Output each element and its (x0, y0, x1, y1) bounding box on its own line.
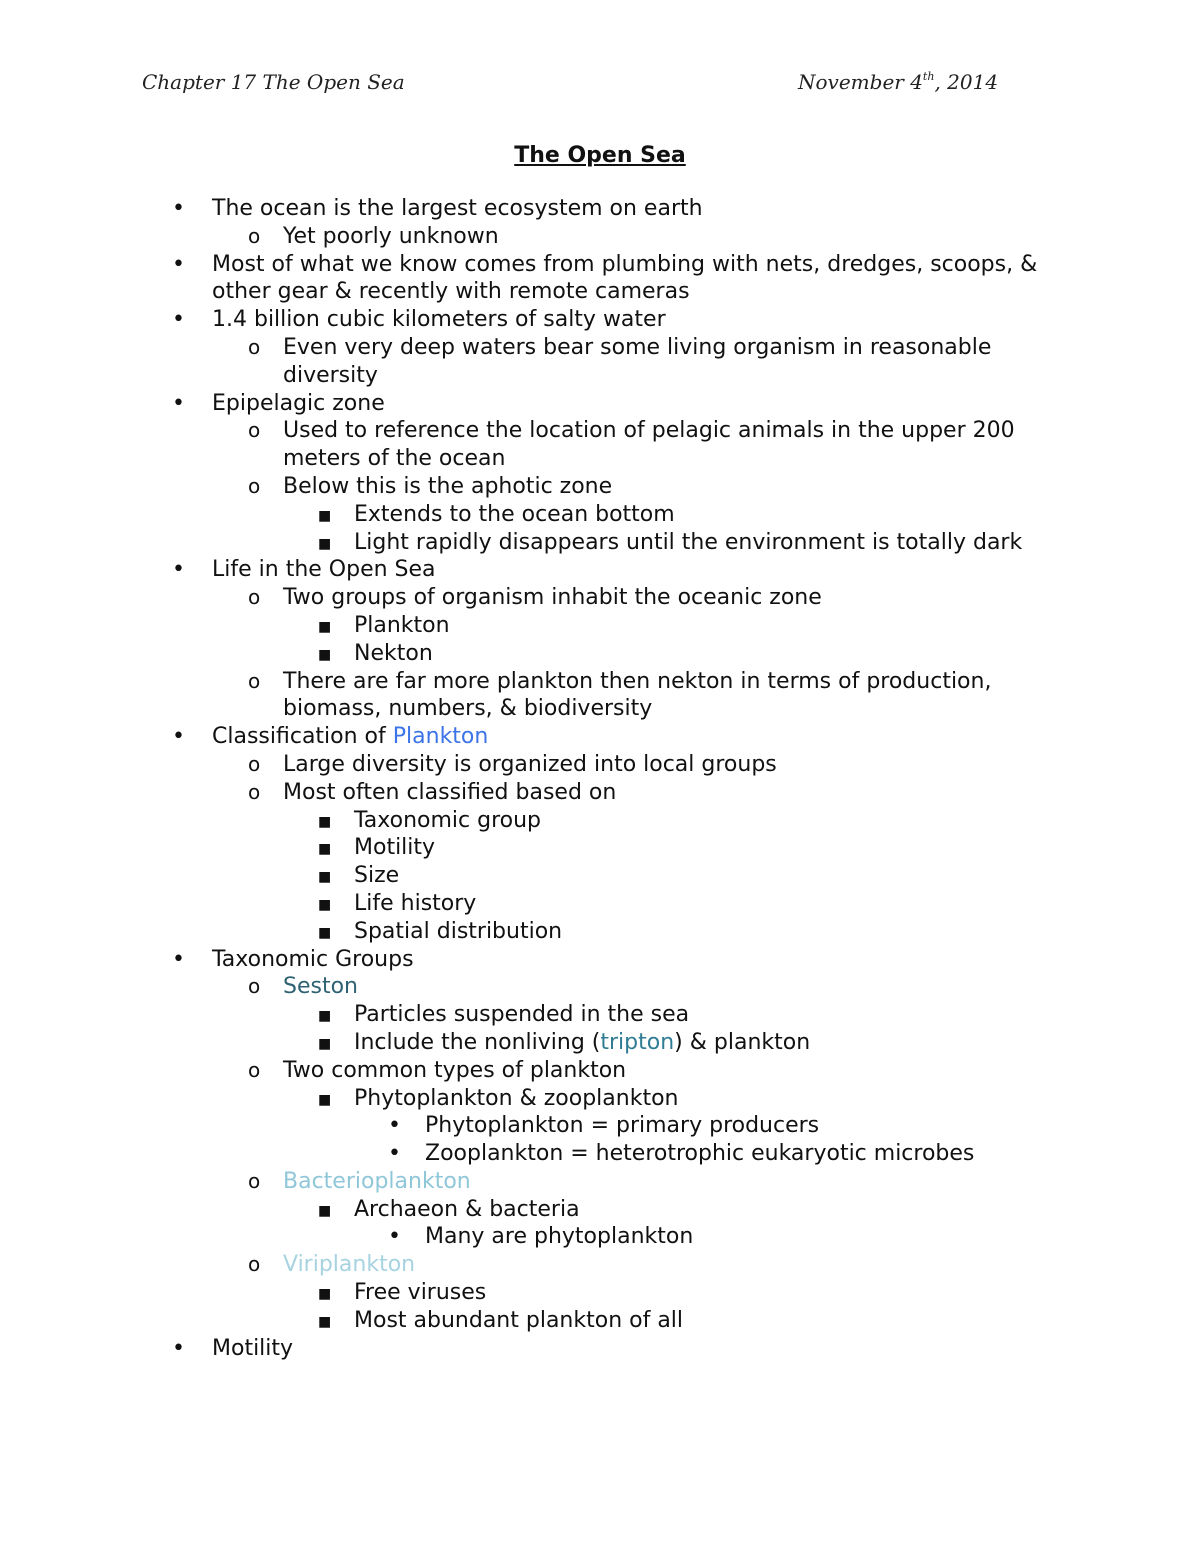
bullet-text: 1.4 billion cubic kilometers of salty water (212, 307, 666, 333)
seston-term: Seston (283, 974, 358, 1000)
bullet-item (0, 501, 1044, 529)
bullet-item (0, 668, 1043, 724)
bullet-marker: • (172, 1335, 185, 1361)
header-date-main: November 4 (798, 70, 923, 94)
bullet-item (0, 862, 1044, 890)
bullet-text: Life in the Open Sea (212, 557, 436, 583)
bullet-text: Particles suspended in the sea (354, 1002, 690, 1028)
bullet-text: Extends to the ocean bottom (354, 501, 675, 527)
bullet-marker: ■ (318, 535, 332, 552)
tripton-term: tripton (600, 1029, 675, 1055)
bullet-item (0, 251, 1042, 307)
bullet-marker: o (248, 779, 261, 804)
bullet-marker: ■ (318, 1035, 332, 1052)
bullet-text: Most often classified based on (283, 779, 617, 805)
bullet-marker: o (248, 1057, 261, 1082)
bacterioplankton-term: Bacterioplankton (283, 1168, 471, 1194)
bullet-item (0, 973, 1043, 1001)
bullet-item (0, 1223, 1045, 1251)
bullet-text: Phytoplankton & zooplankton (354, 1085, 679, 1111)
bullet-item (0, 1057, 1043, 1085)
bullet-text: Used to reference the location of pelagic animals in the upper 200 meters of the ocean (283, 418, 1015, 472)
bullet-text: Spatial distribution (354, 918, 563, 944)
bullet-text: Motility (212, 1335, 294, 1361)
bullet-marker: • (388, 1224, 401, 1250)
header-date-year: , 2014 (934, 70, 999, 94)
bullet-item (0, 640, 1044, 668)
bullet-item (0, 751, 1043, 779)
bullet-text: Include the nonliving ( (354, 1029, 601, 1055)
bullet-marker: o (248, 1252, 261, 1277)
bullet-marker: o (248, 334, 261, 359)
bullet-item (0, 890, 1044, 918)
bullet-text: Free viruses (354, 1280, 487, 1306)
bullet-item (0, 1307, 1044, 1335)
bullet-text: Yet poorly unknown (283, 223, 499, 249)
bullet-text: Large diversity is organized into local groups (283, 751, 777, 777)
bullet-text: Nekton (354, 640, 433, 666)
bullet-item (0, 1085, 1044, 1113)
bullet-marker: • (172, 946, 185, 972)
bullet-item (0, 1112, 1045, 1140)
bullet-marker: • (172, 724, 185, 750)
bullet-marker: ■ (318, 1286, 332, 1303)
bullet-item (0, 306, 1042, 334)
bullet-item (0, 1335, 1042, 1363)
bullet-marker: • (172, 196, 185, 221)
bullet-item (0, 723, 1042, 751)
page-header (0, 70, 1200, 102)
bullet-text: Phytoplankton = primary producers (425, 1113, 820, 1139)
bullet-marker: • (388, 1113, 401, 1139)
bullet-item (0, 918, 1044, 946)
bullet-text: Epipelagic zone (212, 390, 385, 416)
bullet-marker: ■ (318, 869, 332, 886)
bullet-text: Below this is the aphotic zone (283, 473, 613, 499)
bullet-text: Two common types of plankton (283, 1057, 627, 1083)
bullet-marker: ■ (318, 1008, 332, 1025)
bullet-marker: ■ (318, 841, 332, 858)
bullet-marker: o (248, 668, 261, 693)
bullet-marker: ■ (318, 1202, 332, 1219)
viriplankton-term: Viriplankton (283, 1252, 416, 1278)
bullet-text: Archaeon & bacteria (354, 1196, 580, 1222)
bullet-item (0, 195, 1042, 223)
header-chapter-title: Chapter 17 The Open Sea (142, 70, 405, 94)
bullet-item (0, 1279, 1044, 1307)
bullet-marker: o (248, 974, 261, 999)
bullet-marker: • (388, 1141, 401, 1167)
bullet-item (0, 779, 1043, 807)
bullet-item (0, 612, 1044, 640)
bullet-marker: • (172, 251, 185, 277)
bullet-text: Size (354, 863, 400, 889)
bullet-item (0, 834, 1044, 862)
bullet-marker: ■ (318, 618, 332, 635)
bullet-marker: ■ (318, 924, 332, 941)
bullet-item (0, 1168, 1043, 1196)
bullet-marker: ■ (318, 507, 332, 524)
bullet-text: Even very deep waters bear some living organism in reasonable diversity (283, 334, 992, 388)
bullet-text: ) & plankton (674, 1029, 811, 1055)
bullet-item (0, 556, 1042, 584)
bullet-item (0, 1001, 1044, 1029)
bullet-text: Taxonomic Groups (212, 946, 414, 972)
bullet-item (0, 417, 1043, 473)
bullet-marker: o (248, 751, 261, 776)
bullet-text: Life history (354, 890, 477, 916)
bullet-marker: ■ (318, 813, 332, 830)
bullet-item (0, 473, 1043, 501)
bullet-item (0, 1029, 1044, 1057)
bullet-item (0, 223, 1043, 251)
bullet-item (0, 1140, 1045, 1168)
bullet-text: Most of what we know comes from plumbing with nets, dredges, scoops, & other gear & recently with remote cameras (212, 251, 1038, 305)
bullet-marker: o (248, 223, 261, 248)
bullet-marker: o (248, 585, 261, 610)
bullet-item (0, 334, 1043, 390)
bullet-marker: ■ (318, 896, 332, 913)
header-date (798, 70, 998, 94)
bullet-item (0, 390, 1042, 418)
bullet-text: Light rapidly disappears until the environment is totally dark (354, 529, 1023, 555)
bullet-item (0, 1196, 1044, 1224)
bullet-marker: ■ (318, 646, 332, 663)
bullet-marker: • (172, 390, 185, 416)
bullet-item (0, 1251, 1043, 1279)
bullet-marker: o (248, 418, 261, 443)
bullet-marker: • (172, 307, 185, 333)
bullet-item (0, 529, 1044, 557)
document-title: The Open Sea (514, 143, 686, 168)
bullet-marker: o (248, 1168, 261, 1193)
bullet-text: Two groups of organism inhabit the oceanic zone (283, 585, 822, 611)
bullet-text: Motility (354, 835, 436, 861)
bullet-item (0, 946, 1042, 974)
bullet-text: Classification of (212, 724, 393, 750)
bullet-marker: • (172, 557, 185, 583)
plankton-link[interactable]: Plankton (392, 724, 489, 750)
bullet-marker: ■ (318, 1091, 332, 1108)
bullet-text: Taxonomic group (354, 807, 542, 833)
bullet-text: The ocean is the largest ecosystem on earth (212, 196, 703, 221)
bullet-text: Many are phytoplankton (425, 1224, 694, 1250)
bullet-text: There are far more plankton then nekton in terms of production, biomass, numbers, & biodiversity (283, 668, 992, 722)
bullet-text: Zooplankton = heterotrophic eukaryotic microbes (425, 1141, 975, 1167)
bullet-text: Plankton (354, 612, 450, 638)
header-date-suffix: th (922, 70, 935, 83)
bullet-marker: o (248, 473, 261, 498)
bullet-text: Most abundant plankton of all (354, 1307, 684, 1333)
bullet-item (0, 584, 1043, 612)
notes-outline (0, 195, 1200, 1362)
bullet-marker: ■ (318, 1313, 332, 1330)
bullet-item (0, 807, 1044, 835)
